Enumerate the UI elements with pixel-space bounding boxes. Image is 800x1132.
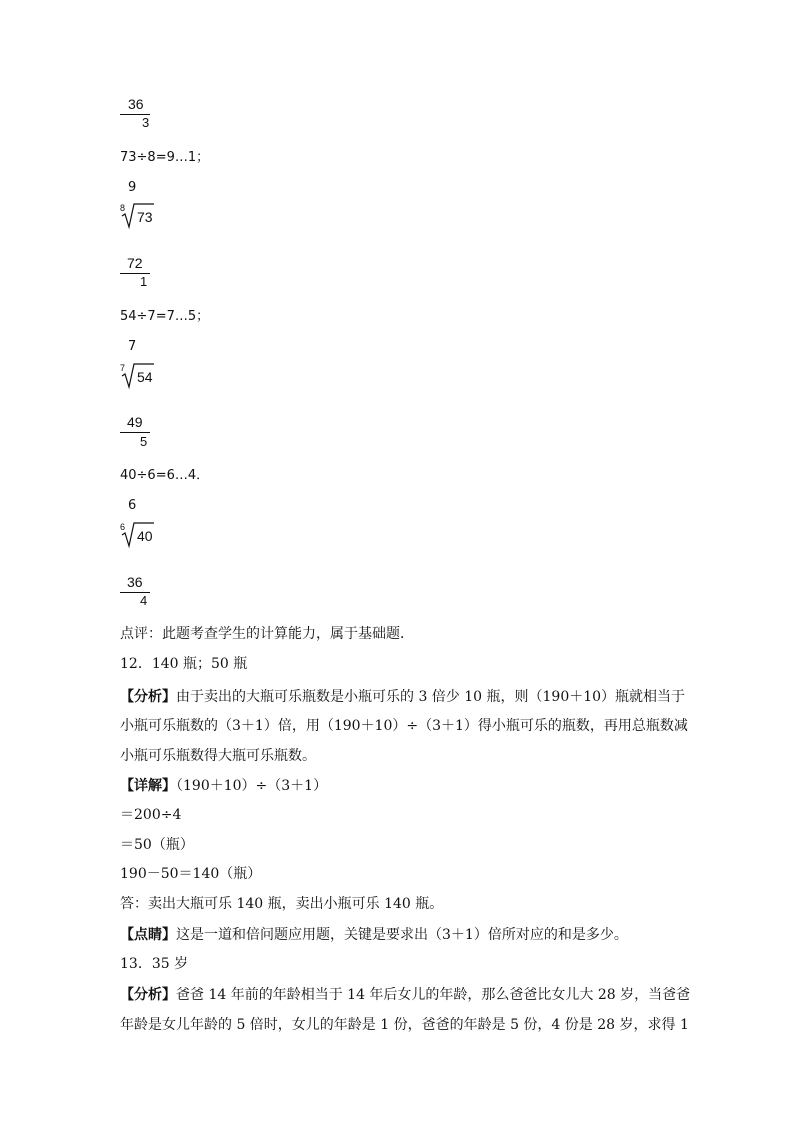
comment-line xyxy=(120,926,628,944)
divisor: 6 xyxy=(120,522,126,532)
equation-line: 40÷6=6…4． xyxy=(120,468,210,483)
remainder: 3 xyxy=(142,115,150,130)
divisor: 7 xyxy=(120,363,126,373)
divisor: 8 xyxy=(120,203,126,213)
subtrahend: 36 xyxy=(127,574,143,590)
analysis-line-1 xyxy=(120,688,685,706)
quotient: 6 xyxy=(128,498,137,513)
analysis-tag: 【分析】 xyxy=(120,987,176,1003)
answer-line: 12．140 瓶；50 瓶 xyxy=(120,656,248,672)
quotient: 7 xyxy=(128,339,137,354)
analysis-line-2: 小瓶可乐瓶数的（3＋1）倍，用（190＋10）÷（3＋1）得小瓶可乐的瓶数，再用总瓶数减 xyxy=(120,718,688,734)
answer-sentence: 答：卖出大瓶可乐 140 瓶，卖出小瓶可乐 140 瓶。 xyxy=(120,896,444,912)
answer-line: 13．35 岁 xyxy=(120,956,189,972)
subtrahend: 49 xyxy=(127,414,143,430)
detail-step: ＝50（瓶） xyxy=(120,837,194,853)
analysis-text: 由于卖出的大瓶可乐瓶数是小瓶可乐的 3 倍少 10 瓶，则（190＋10）瓶就相当于 xyxy=(176,689,686,705)
subtrahend: 72 xyxy=(127,255,143,271)
quotient: 9 xyxy=(128,180,137,195)
detail-tag: 【详解】 xyxy=(120,778,176,794)
equation-line: 54÷7=7…5； xyxy=(120,309,210,324)
subtraction-rule xyxy=(120,432,150,433)
subtrahend: 36 xyxy=(128,96,144,112)
analysis-text: 爸爸 14 年前的年龄相当于 14 年后女儿的年龄，那么爸爸比女儿大 28 岁，当爸爸 xyxy=(176,987,691,1003)
detail-line-1 xyxy=(120,777,327,795)
detail-text: （190＋10）÷（3＋1） xyxy=(176,778,328,794)
dividend: 40 xyxy=(137,528,153,544)
analysis-tag: 【分析】 xyxy=(120,689,176,705)
comment-line: 点评：此题考查学生的计算能力，属于基础题． xyxy=(120,626,414,642)
detail-step: 190－50＝140（瓶） xyxy=(120,866,262,882)
remainder: 4 xyxy=(140,593,148,608)
remainder: 5 xyxy=(140,434,148,449)
remainder: 1 xyxy=(140,274,148,289)
dividend: 54 xyxy=(137,369,153,385)
comment-tag: 【点睛】 xyxy=(120,927,176,943)
analysis-line-2: 年龄是女儿年龄的 5 倍时，女儿的年龄是 1 份，爸爸的年龄是 5 份，4 份是 28 岁，求得 1 xyxy=(120,1017,689,1033)
analysis-line-3: 小瓶可乐瓶数得大瓶可乐瓶数。 xyxy=(120,748,316,764)
comment-text: 这是一道和倍问题应用题，关键是要求出（3＋1）倍所对应的和是多少。 xyxy=(176,927,628,943)
detail-step: ＝200÷4 xyxy=(120,807,182,823)
equation-line: 73÷8=9…1； xyxy=(120,150,210,165)
dividend: 73 xyxy=(137,209,153,225)
analysis-line-1 xyxy=(120,986,690,1004)
